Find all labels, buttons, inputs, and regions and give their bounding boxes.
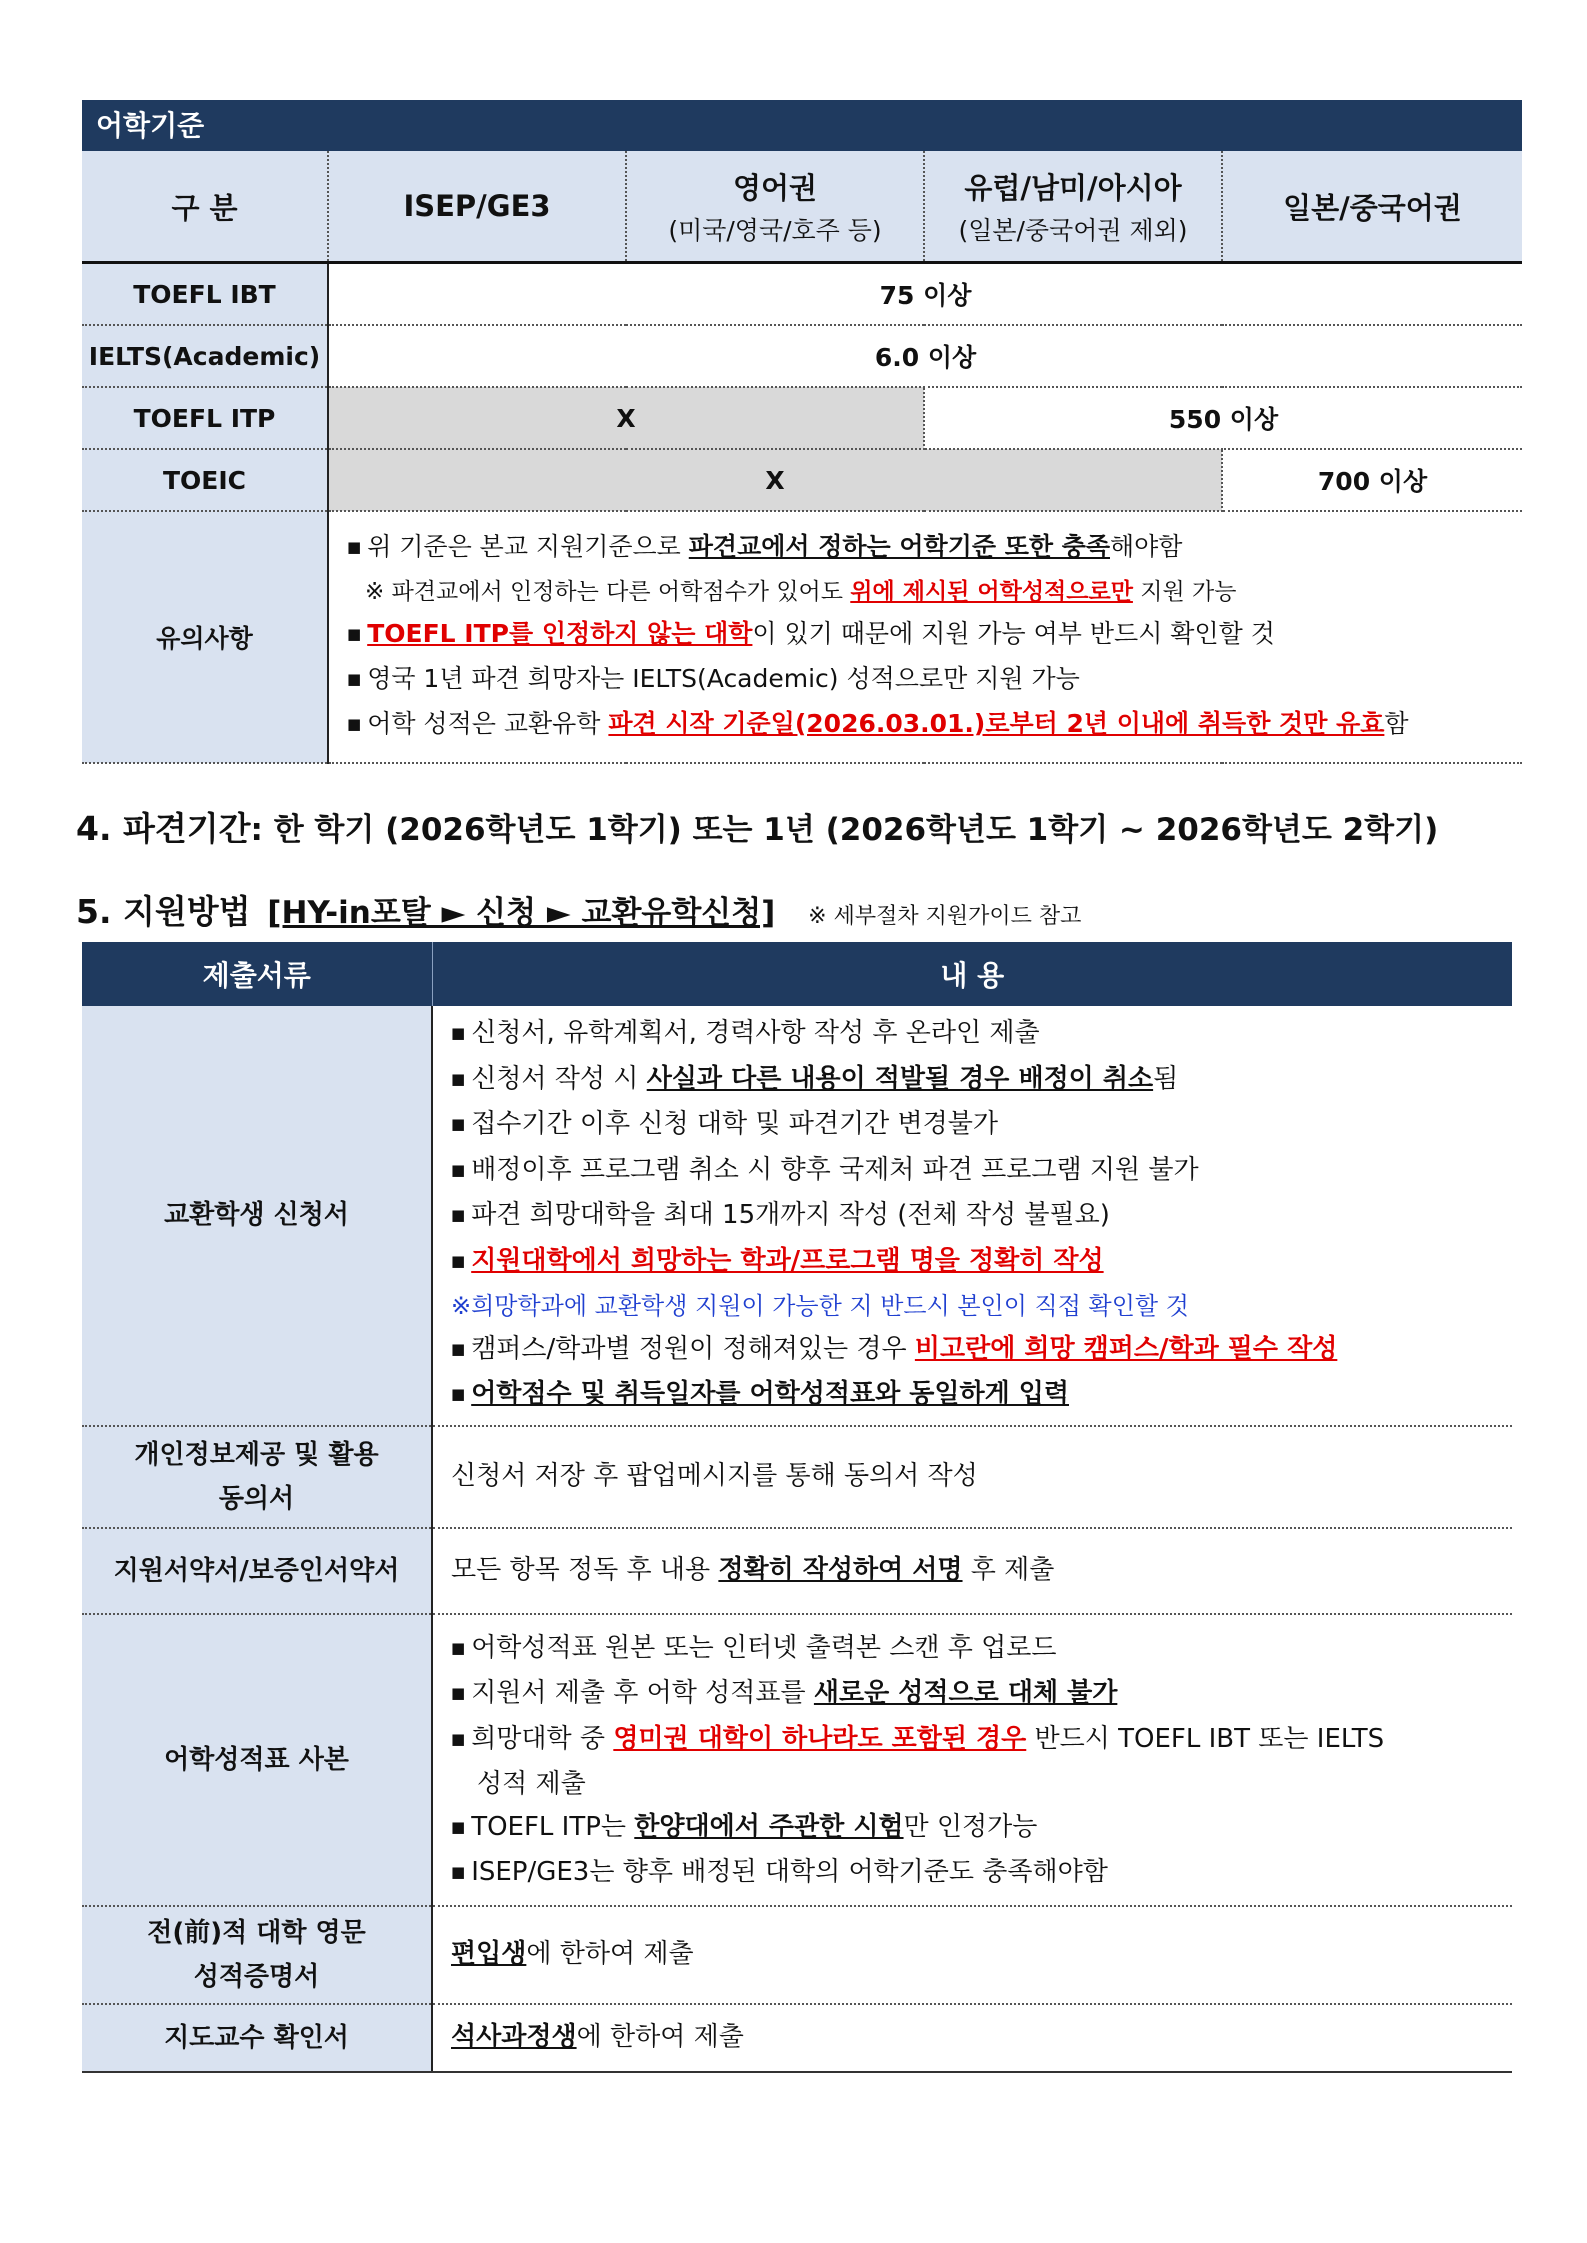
header-japan-china: 일본/중국어권 [1222, 150, 1522, 263]
row-label-toefl-ibt: TOEFL IBT [82, 263, 328, 326]
header-english [626, 150, 924, 263]
header-documents: 제출서류 [82, 942, 432, 1006]
list-item: ■ 캠퍼스/학과별 정원이 정해져있는 경우 비고란에 희망 캠퍼스/학과 필수 작성 [451, 1328, 1498, 1374]
doc-content-score-copy [432, 1614, 1512, 1906]
value-toeic: 700 이상 [1222, 449, 1522, 511]
table-row [82, 1528, 1512, 1614]
notes-cell [328, 511, 1522, 763]
table-row [82, 1906, 1512, 2004]
row-label-ielts: IELTS(Academic) [82, 325, 328, 387]
table-header-row [82, 942, 1512, 1006]
header-english-sub: (미국/영국/호주 등) [668, 215, 882, 245]
table-row [82, 2004, 1512, 2072]
list-item: ※희망학과에 교환학생 지원이 가능한 지 반드시 본인이 직접 확인할 것 [451, 1292, 1189, 1320]
table-row [82, 325, 1522, 387]
list-item: ■ 접수기간 이후 신청 대학 및 파견기간 변경불가 [451, 1103, 1498, 1149]
header-english-title: 영어권 [732, 170, 818, 205]
doc-label-score-copy: 어학성적표 사본 [82, 1614, 432, 1906]
row-label-notes: 유의사항 [82, 511, 328, 763]
header-europe-sub: (일본/중국어권 제외) [958, 215, 1188, 245]
row-label-toeic: TOEIC [82, 449, 328, 511]
table-row [82, 511, 1522, 763]
table-row [82, 1006, 1512, 1426]
documents-table [82, 942, 1512, 2073]
table-row [82, 1426, 1512, 1528]
section-5-heading [76, 886, 1081, 933]
list-item: ■ 파견 희망대학을 최대 15개까지 작성 (전체 작성 불필요) [451, 1194, 1498, 1240]
list-item: ■ 희망대학 중 영미권 대학이 하나라도 포함된 경우 반드시 TOEFL IBT 또는 IELTS [451, 1718, 1498, 1764]
section-4-heading [76, 803, 1438, 850]
value-toefl-ibt: 75 이상 [328, 263, 1522, 326]
doc-label-advisor: 지도교수 확인서 [82, 2004, 432, 2072]
doc-label-pledge: 지원서약서/보증인서약서 [82, 1528, 432, 1614]
list-item: ■ 배정이후 프로그램 취소 시 향후 국제처 파견 프로그램 지원 불가 [451, 1149, 1498, 1195]
doc-label-transcript: 전(前)적 대학 영문 성적증명서 [82, 1906, 432, 2004]
table-row [82, 263, 1522, 326]
header-category: 구 분 [82, 150, 328, 263]
note-line: ※ 파견교에서 인정하는 다른 어학점수가 있어도 위에 제시된 어학성적으로만 지원 가능 [365, 579, 1237, 605]
doc-content-transcript: 편입생에 한하여 제출 [432, 1906, 1512, 2004]
note-line: ■ 위 기준은 본교 지원기준으로 파견교에서 정하는 어학기준 또한 충족해야함 [347, 526, 1508, 571]
list-item: ■ ISEP/GE3는 향후 배정된 대학의 어학기준도 충족해야함 [451, 1851, 1498, 1897]
doc-label-privacy: 개인정보제공 및 활용 동의서 [82, 1426, 432, 1528]
section-5-note: ※ 세부절차 지원가이드 참고 [808, 904, 1082, 929]
note-line: ■ 영국 1년 파견 희망자는 IELTS(Academic) 성적으로만 지원 가능 [347, 658, 1508, 703]
section-4-text: : 한 학기 (2026학년도 1학기) 또는 1년 (2026학년도 1학기 ~ 2026학년도 2학기) [250, 812, 1439, 848]
header-isep: ISEP/GE3 [328, 150, 626, 263]
doc-content-privacy: 신청서 저장 후 팝업메시지를 통해 동의서 작성 [432, 1426, 1512, 1528]
row-label-toefl-itp: TOEFL ITP [82, 387, 328, 449]
section-5-path: [HY-in포탈 ► 신청 ► 교환유학신청] [267, 895, 776, 931]
list-item: ■ 지원서 제출 후 어학 성적표를 새로운 성적으로 대체 불가 [451, 1672, 1498, 1718]
table-row [82, 1614, 1512, 1906]
header-europe [924, 150, 1222, 263]
doc-label-application: 교환학생 신청서 [82, 1006, 432, 1426]
list-item: ■ 어학점수 및 취득일자를 어학성적표와 동일하게 입력 [451, 1373, 1498, 1419]
header-europe-title: 유럽/남미/아시아 [964, 170, 1182, 205]
header-content: 내 용 [432, 942, 1512, 1006]
table-row [82, 387, 1522, 449]
value-ielts: 6.0 이상 [328, 325, 1522, 387]
list-item: ■ TOEFL ITP는 한양대에서 주관한 시험만 인정가능 [451, 1806, 1498, 1852]
list-item: ■ 지원대학에서 희망하는 학과/프로그램 명을 정확히 작성 [451, 1240, 1498, 1286]
note-line: ■ TOEFL ITP를 인정하지 않는 대학이 있기 때문에 지원 가능 여부 반드시 확인할 것 [347, 613, 1508, 658]
value-toeic-x: X [328, 449, 1222, 511]
doc-content-application [432, 1006, 1512, 1426]
section-4-title: 4. 파견기간 [76, 809, 251, 848]
table-row [82, 449, 1522, 511]
doc-content-pledge: 모든 항목 정독 후 내용 정확히 작성하여 서명 후 제출 [432, 1528, 1512, 1614]
list-item: ■ 어학성적표 원본 또는 인터넷 출력본 스캔 후 업로드 [451, 1627, 1498, 1673]
list-item: ■ 신청서 작성 시 사실과 다른 내용이 적발될 경우 배정이 취소됨 [451, 1058, 1498, 1104]
note-line: ■ 어학 성적은 교환유학 파견 시작 기준일(2026.03.01.)로부터 2년 이내에 취득한 것만 유효함 [347, 703, 1508, 748]
table-header-row [82, 150, 1522, 263]
table-caption: 어학기준 [82, 100, 1522, 150]
value-toefl-itp-x: X [328, 387, 924, 449]
section-5-title: 5. 지원방법 [76, 892, 251, 931]
language-criteria-table [82, 100, 1522, 764]
value-toefl-itp: 550 이상 [924, 387, 1522, 449]
doc-content-advisor: 석사과정생에 한하여 제출 [432, 2004, 1512, 2072]
list-item-continued: 성적 제출 [477, 1769, 586, 1799]
list-item: ■ 신청서, 유학계획서, 경력사항 작성 후 온라인 제출 [451, 1012, 1498, 1058]
